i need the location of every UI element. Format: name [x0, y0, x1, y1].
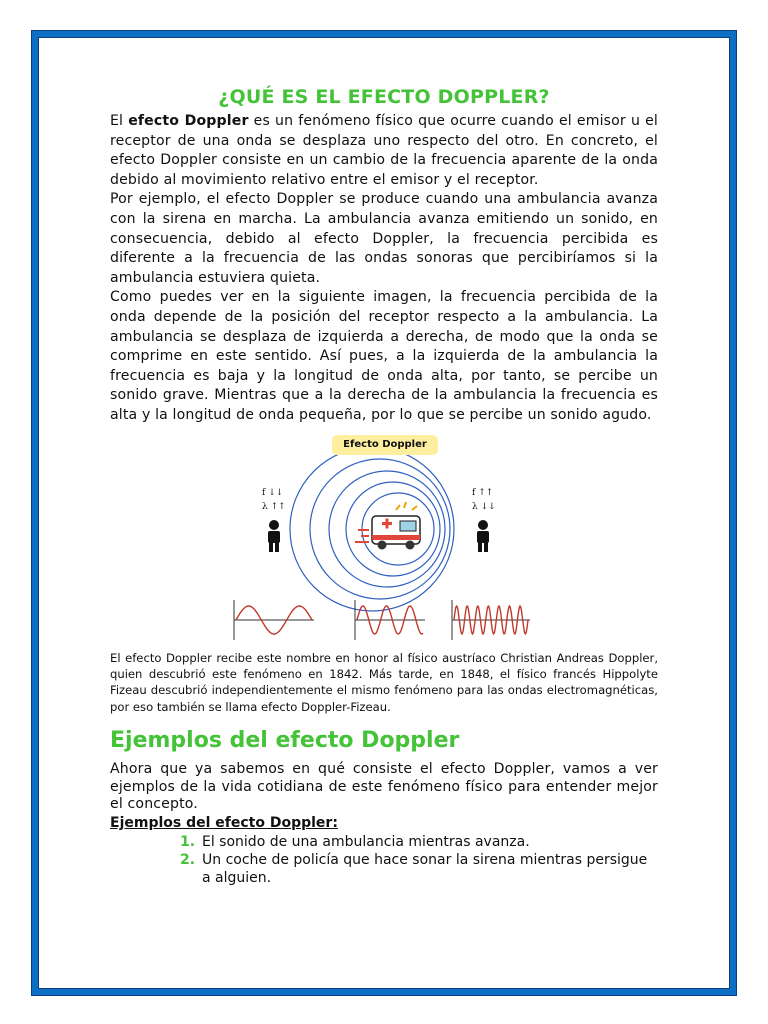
section-heading: Ejemplos del efecto Doppler: [110, 728, 460, 754]
listener-right-icon: [477, 520, 489, 552]
doppler-figure: [232, 432, 538, 642]
page-title: ¿QUÉ ES EL EFECTO DOPPLER?: [218, 86, 550, 108]
intro-paragraph: [110, 112, 658, 190]
list-text: Un coche de policía que hace sonar la sirena mientras persigue a alguien.: [202, 851, 648, 886]
examples-heading: Ejemplos del efecto Doppler:: [110, 814, 338, 831]
image-explanation-paragraph: Como puedes ver en la siguiente imagen, la frecuencia percibida de la onda depende de la posición del receptor respecto a la ambulancia. La ambulancia se desplaza de izquierda a derecha, de modo que la onda se comprime en este sentido. Así pues, a la izquierda de la ambulancia la frecuencia es baja y la longitud de onda alta, por tanto, se percibe un sonido grave. Mientras que a la derecha de la ambulancia la frecuencia es alta y la longitud de onda pequeña, por lo que se percibe un sonido agudo.: [110, 289, 658, 423]
examples-list: [110, 833, 658, 887]
list-text: El sonido de una ambulancia mientras avanza.: [202, 833, 530, 850]
listener-left-icon: [268, 520, 280, 552]
list-number: 1.: [180, 833, 196, 850]
section-intro: Ahora que ya sabemos en qué consiste el efecto Doppler, vamos a ver ejemplos de la vida cotidiana de este fenómeno físico para entender mejor el concepto.: [110, 761, 658, 813]
document-content: [110, 84, 658, 887]
right-wavelength-label: λ ↓↓: [472, 501, 496, 512]
doppler-illustration: [232, 432, 538, 642]
figure-title-label: Efecto Doppler: [332, 435, 438, 455]
right-frequency-label: f ↑↑: [472, 487, 494, 498]
ambulance-icon: [355, 502, 420, 550]
ambulance-paragraph: Por ejemplo, el efecto Doppler se produce cuando una ambulancia avanza con la sirena en marcha. La ambulancia avanza emitiendo un sonido, en consecuencia, debido al efecto Doppler, la frecuencia percibida es diferente a la frecuencia de las ondas sonoras que percibiríamos si la ambulancia estuviera quieta.: [110, 191, 658, 286]
intro-bold-term: efecto Doppler: [128, 113, 249, 129]
left-wavelength-label: λ ↑↑: [262, 501, 286, 512]
list-number: 2.: [180, 851, 196, 868]
intro-prefix: El: [110, 113, 129, 129]
left-frequency-label: f ↓↓: [262, 487, 284, 498]
figure-caption: El efecto Doppler recibe este nombre en honor al físico austríaco Christian Andreas Doppler, quien descubrió este fenómeno en 1842. Más tarde, en 1848, el físico francés Hippolyte Fizeau descubrió independientemente el mismo fenómeno para las ondas electromagnéticas, por eso también se llama efecto Doppler-Fizeau.: [110, 650, 658, 714]
intro-rest: es un fenómeno físico que ocurre cuando el emisor u el receptor de una onda se desplaza uno respecto del otro. En concreto, el efecto Doppler consiste en un cambio de la frecuencia aparente de la onda debido al movimiento relativo entre el emisor y el receptor.: [110, 113, 658, 188]
list-item: [180, 833, 658, 851]
list-item: [180, 851, 658, 887]
